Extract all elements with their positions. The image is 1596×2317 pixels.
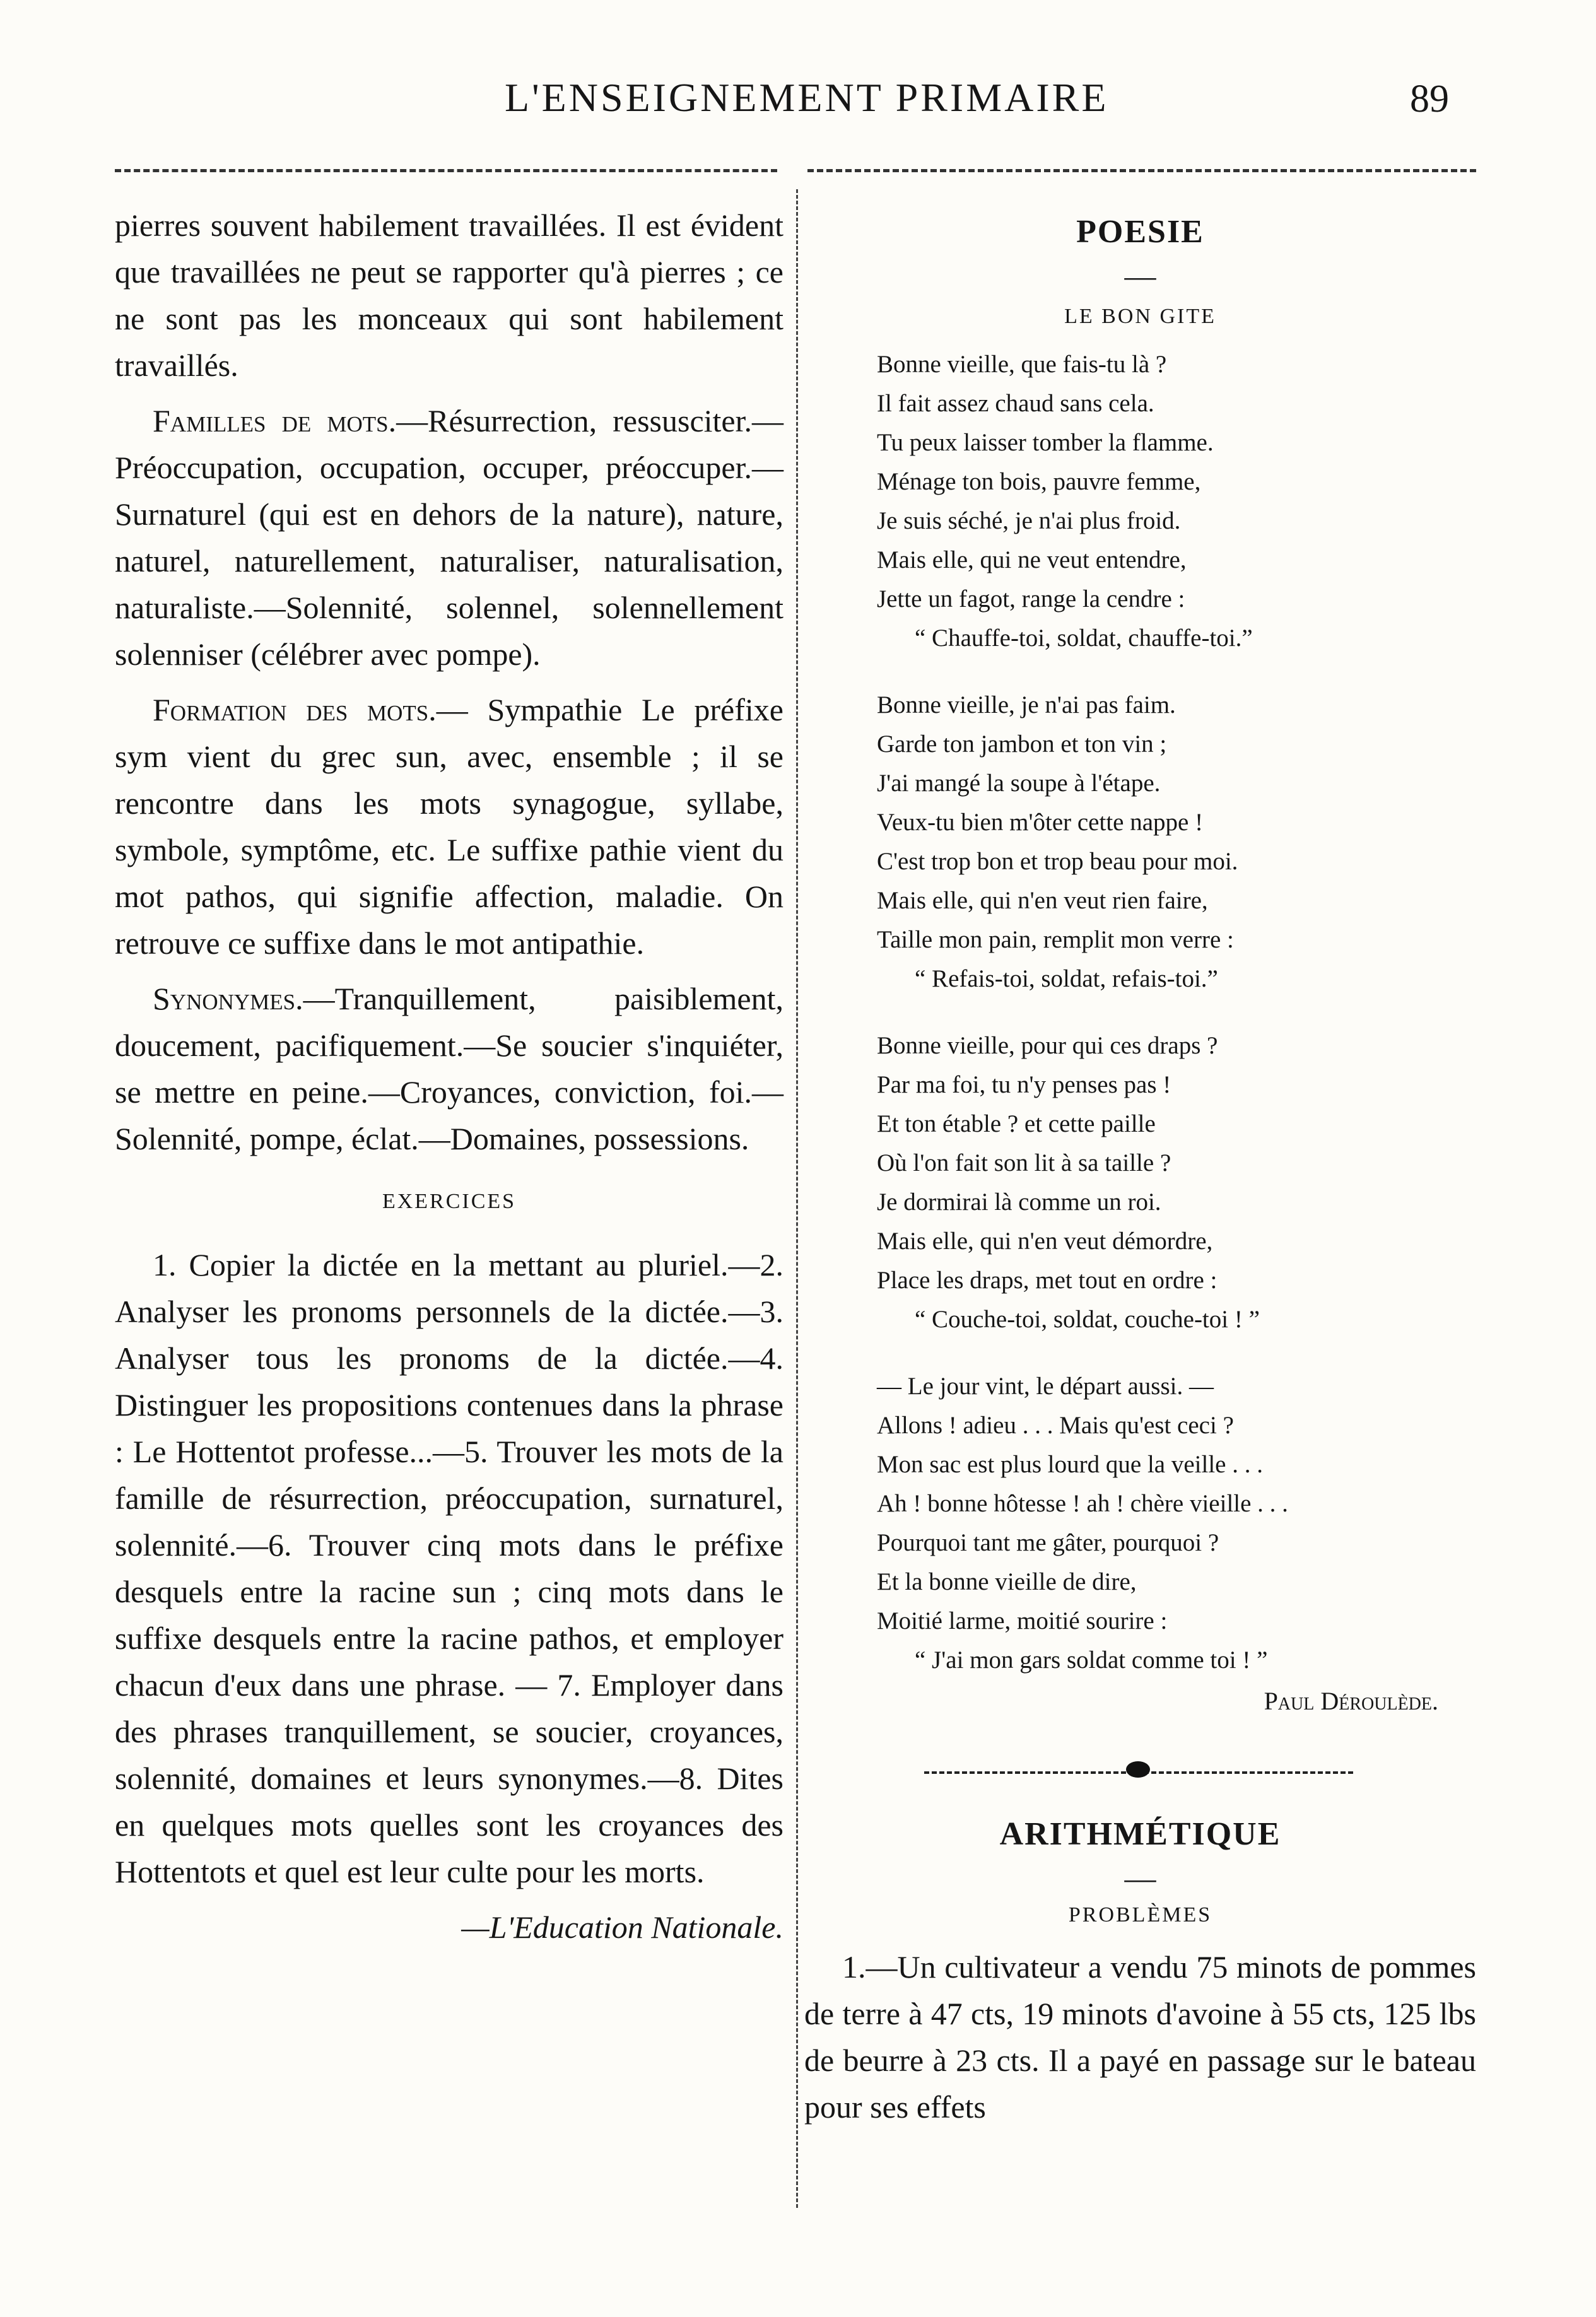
poem-stanza [877,1026,1476,1339]
paragraph-continuation: pierres souvent habilement travaillées. Il est évident que travaillées ne peut se rapporter qu'à pierres ; ce ne sont pas les monceaux qui sont habilement travaillés. [115,208,783,383]
section-dash: — [1124,258,1156,293]
poem-title: LE BON GITE [1064,305,1216,328]
poem-author: Paul Déroulède. [1264,1687,1438,1715]
poesie-heading: POESIE [1076,214,1204,250]
poem-line: Tu peux laisser tomber la flamme. [877,429,1214,456]
exercices-heading: EXERCICES [382,1190,517,1213]
poem-line: Ménage ton bois, pauvre femme, [877,468,1201,495]
poem-line: Bonne vieille, que fais-tu là ? [877,351,1167,378]
arithmetique-heading: ARITHMÉTIQUE [999,1816,1281,1852]
poem-refrain: “ J'ai mon gars soldat comme toi ! ” [915,1646,1268,1674]
source-signature: —L'Education Nationale. [461,1909,783,1945]
poem-line: Il fait assez chaud sans cela. [877,390,1154,417]
problems-text [804,1944,1476,2130]
synonymes-text: —Tranquillement, paisiblement, doucement, pacifiquement.—Se soucier s'inquiéter, se mettre en peine.—Croyances, conviction, foi.—Solennité, pompe, éclat.—Domaines, possessions. [115,981,783,1156]
poem-refrain: “ Chauffe-toi, soldat, chauffe-toi.” [915,625,1253,652]
column-divider [796,189,798,2208]
poem-line: Bonne vieille, je n'ai pas faim. [877,691,1176,719]
poem-refrain: “ Couche-toi, soldat, couche-toi ! ” [915,1306,1260,1333]
paragraph-exercices: 1. Copier la dictée en la mettant au pluriel.—2. Analyser les pronoms personnels de la dictée.—3. Analyser tous les pronoms de la dictée.—4. Distinguer les propositions contenues dans la phrase : Le Hottentot professe...—5. Trouver les mots de la famille de résurrection, préoccupation, surnaturel, solennité.—6. Trouver cinq mots dans le préfixe desquels entre la racine sun ; cinq mots dans le suffixe desquels entre la racine pathos, et employer chacun d'eux dans une phrase. — 7. Employer dans des phrases tranquillement, se soucier, croyances, solennité, domaines et leurs synonymes.—8. Dites en quelques mots quelles sont les croyances des Hottentots et quel est leur culte pour les morts. [115,1247,783,1889]
poem-line: Taille mon pain, remplit mon verre : [877,926,1234,953]
synonymes-label: Synonymes. [153,981,303,1016]
problemes-heading: PROBLÈMES [1068,1903,1212,1927]
formation-label: Formation des mots. [153,692,437,727]
header-rule-right [807,169,1476,172]
paragraph-familles [115,397,783,678]
problem-1: 1.—Un cultivateur a vendu 75 minots de pommes de terre à 47 cts, 19 minots d'avoine à 55 cts, 125 lbs de beurre à 23 cts. Il a payé en passage sur le bateau pour ses effets [804,1949,1476,2125]
header-rule-left [115,169,777,172]
poem-line: Je dormirai là comme un roi. [877,1188,1161,1216]
poem-line: Veux-tu bien m'ôter cette nappe ! [877,809,1204,836]
poem-refrain: “ Refais-toi, soldat, refais-toi.” [915,965,1218,992]
poem-line: J'ai mangé la soupe à l'étape. [877,770,1161,797]
right-column [804,202,1476,2139]
poem-stanza [877,686,1476,999]
paragraph-formation [115,686,783,966]
familles-text: —Résurrection, ressusciter.—Préoccupation, occupation, occuper, préoccuper.—Surnaturel (qui est en dehors de la nature), nature, naturel, naturellement, naturaliser, naturalisation, naturaliste.—Solennité, solennel, solennellement solenniser (célébrer avec pompe). [115,403,784,672]
poem [804,345,1476,1680]
poem-line: Et la bonne vieille de dire, [877,1568,1137,1595]
familles-label: Familles de mots. [153,403,397,438]
poem-line: Mon sac est plus lourd que la veille . . . [877,1451,1263,1478]
paragraph-synonymes [115,975,783,1162]
poem-line: Pourquoi tant me gâter, pourquoi ? [877,1529,1219,1556]
poem-line: Jette un fagot, range la cendre : [877,585,1185,613]
poem-line: Et ton étable ? et cette paille [877,1110,1156,1137]
poem-line: Allons ! adieu . . . Mais qu'est ceci ? [877,1412,1234,1439]
page-header [0,74,1596,144]
poem-line: Mais elle, qui ne veut entendre, [877,546,1187,573]
ornament-diamond-icon [1126,1761,1150,1778]
poem-stanza [877,1367,1476,1680]
poem-line: Place les draps, met tout en ordre : [877,1267,1218,1294]
poem-line: — Le jour vint, le départ aussi. — [877,1373,1214,1400]
poem-line: Ah ! bonne hôtesse ! ah ! chère vieille . . . [877,1490,1288,1517]
poem-line: Moitié larme, moitié sourire : [877,1607,1168,1634]
poem-line: Bonne vieille, pour qui ces draps ? [877,1032,1218,1059]
poem-line: Je suis séché, je n'ai plus froid. [877,507,1181,534]
formation-text: — Sympathie Le préfixe sym vient du grec sun, avec, ensemble ; il se rencontre dans les mots synagogue, syllabe, symbole, symptôme, etc. Le suffixe pathie vient du mot pathos, qui signifie affection, maladie. On retrouve ce suffixe dans le mot antipathie. [115,692,783,961]
poem-line: Garde ton jambon et ton vin ; [877,730,1167,758]
page-number: 89 [1410,78,1449,120]
journal-title: L'ENSEIGNEMENT PRIMAIRE [505,75,1109,120]
ornament-separator [804,1752,1476,1790]
poem-line: C'est trop bon et trop beau pour moi. [877,848,1238,875]
poem-line: Où l'on fait son lit à sa taille ? [877,1149,1171,1176]
section-dash: — [1124,1860,1156,1896]
poem-line: Par ma foi, tu n'y penses pas ! [877,1071,1171,1098]
poem-line: Mais elle, qui n'en veut rien faire, [877,887,1208,914]
poem-line: Mais elle, qui n'en veut démordre, [877,1228,1213,1255]
poem-stanza [877,345,1476,658]
left-column [115,202,783,1950]
